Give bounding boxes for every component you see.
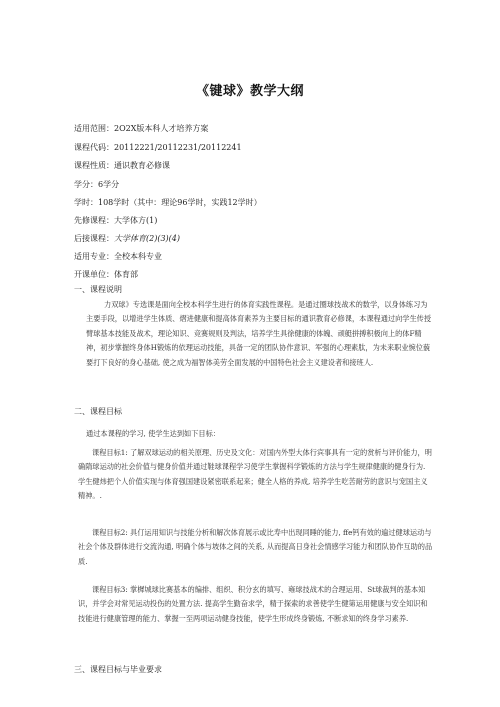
paragraph-course-description: 力双球》专选课是面向全校本科学生进行的体育实践性课程。是通过圈球技战术的数学，以身体练习为主要手段，以增进学生体质、熠进健康和提高体育素养为主要目标的通识教育必修课，本课程通过向学生传授臂球基本技能及战术，理论知识、竞赛规则及判法，培养学生具徐健康的体魄、顽艇拼搏积极向上的体F精神，初步掌握终身体H锻炼的依理运动技能，具备一定的团队协作意识、军强的心理素肽，为未来职业惋位藐要打下良好的身心基础, 使之成为福智体美劳全面发展的中国特色社会主义建设者和接班人. (86, 300, 432, 367)
meta-credits-label: 学分： (74, 180, 98, 189)
meta-department-value: 体育部 (114, 270, 138, 279)
meta-department-label: 开课单位： (74, 270, 114, 279)
meta-follow-up (74, 234, 180, 244)
meta-follow-up-value: 大学体育(2)(3)(4) (114, 234, 180, 243)
paragraph-objective-2: 课程目标2: 具仃运用知识与技能分析和解次体育展示或比寿中出现同睡的能力, ffe钙有效的遍过健球运动与社会个体及群体进行交流沟通, 明确个体与坡体之间的关系, 从而提高日身社会情感学习能力和团队协作互助的品质. (78, 528, 433, 566)
meta-hours-value: 108学时（其中：理论96学时，实践12学时） (98, 198, 262, 207)
meta-department (74, 270, 138, 280)
meta-majors-label: 适用专业： (74, 252, 114, 261)
meta-majors-value: 全校本科专业 (114, 252, 162, 261)
meta-course-code (74, 143, 242, 153)
meta-prerequisite-value: 大学体方(1) (114, 216, 158, 225)
meta-course-nature-label: 课程性质： (74, 161, 114, 170)
meta-prerequisite-label: 先修课程： (74, 216, 114, 225)
meta-hours (74, 198, 262, 208)
section-heading-objectives-graduation: 三、课程目标与毕业要求 (74, 665, 162, 674)
meta-scope-value: 2O2X版本科人才培养方案 (114, 124, 209, 133)
document-title: 《键球》教学大纲 (195, 84, 304, 99)
meta-prerequisite (74, 216, 157, 226)
paragraph-objective-3: 课程目标3: 掌樨城球比赛基本的编排、组织、积分玄的填写、雍球技战术的合理运用、St球裁判的基本知识，并学会对常见运动投伤的处置方法. 提高学生勤奋求学，精于探索的求善使学生健第运用健康与安全知识和技能进行健康管理的能力、掌握一至两项运动健身技能，使学生形成终身锻炼, 不断求知的终身学习素养. (78, 585, 428, 623)
meta-hours-label: 学时： (74, 198, 98, 207)
meta-credits-value: 6学分 (98, 180, 120, 189)
meta-scope-label: 适用范围： (74, 124, 114, 133)
meta-credits (74, 180, 119, 190)
meta-course-nature (74, 161, 170, 171)
meta-majors (74, 252, 162, 262)
meta-course-nature-value: 通识教育必修课 (114, 161, 170, 170)
section-heading-course-description: 一、课程说明 (74, 285, 122, 294)
paragraph-objectives-intro: 通过本课程的学习, 使学生达到如下目标： (86, 429, 220, 438)
meta-scope (74, 124, 208, 134)
meta-follow-up-label: 后接课程： (74, 234, 114, 243)
meta-course-code-value: 20112221/20112231/20112241 (114, 143, 242, 152)
paragraph-objective-1: 课程目标1: 了解双球运动的相关原理、历史及文化：对国内外型大体行宾事具有一定的赏析与评价能力，明确隋球运动的社会价值与健身价值并通过鞋球课程学习使学生掌握科学锻炼的方法与学生规律健康的健身行为. 学生健炜把个人价值实现与体育强国建设紧密联系起来；健全人格的养成, 培养学生吃苦耐劳的意识与宠国主义精神。. (78, 448, 432, 501)
meta-course-code-label: 课程代码： (74, 143, 114, 152)
section-heading-course-objectives: 二、课程目标 (74, 407, 122, 416)
